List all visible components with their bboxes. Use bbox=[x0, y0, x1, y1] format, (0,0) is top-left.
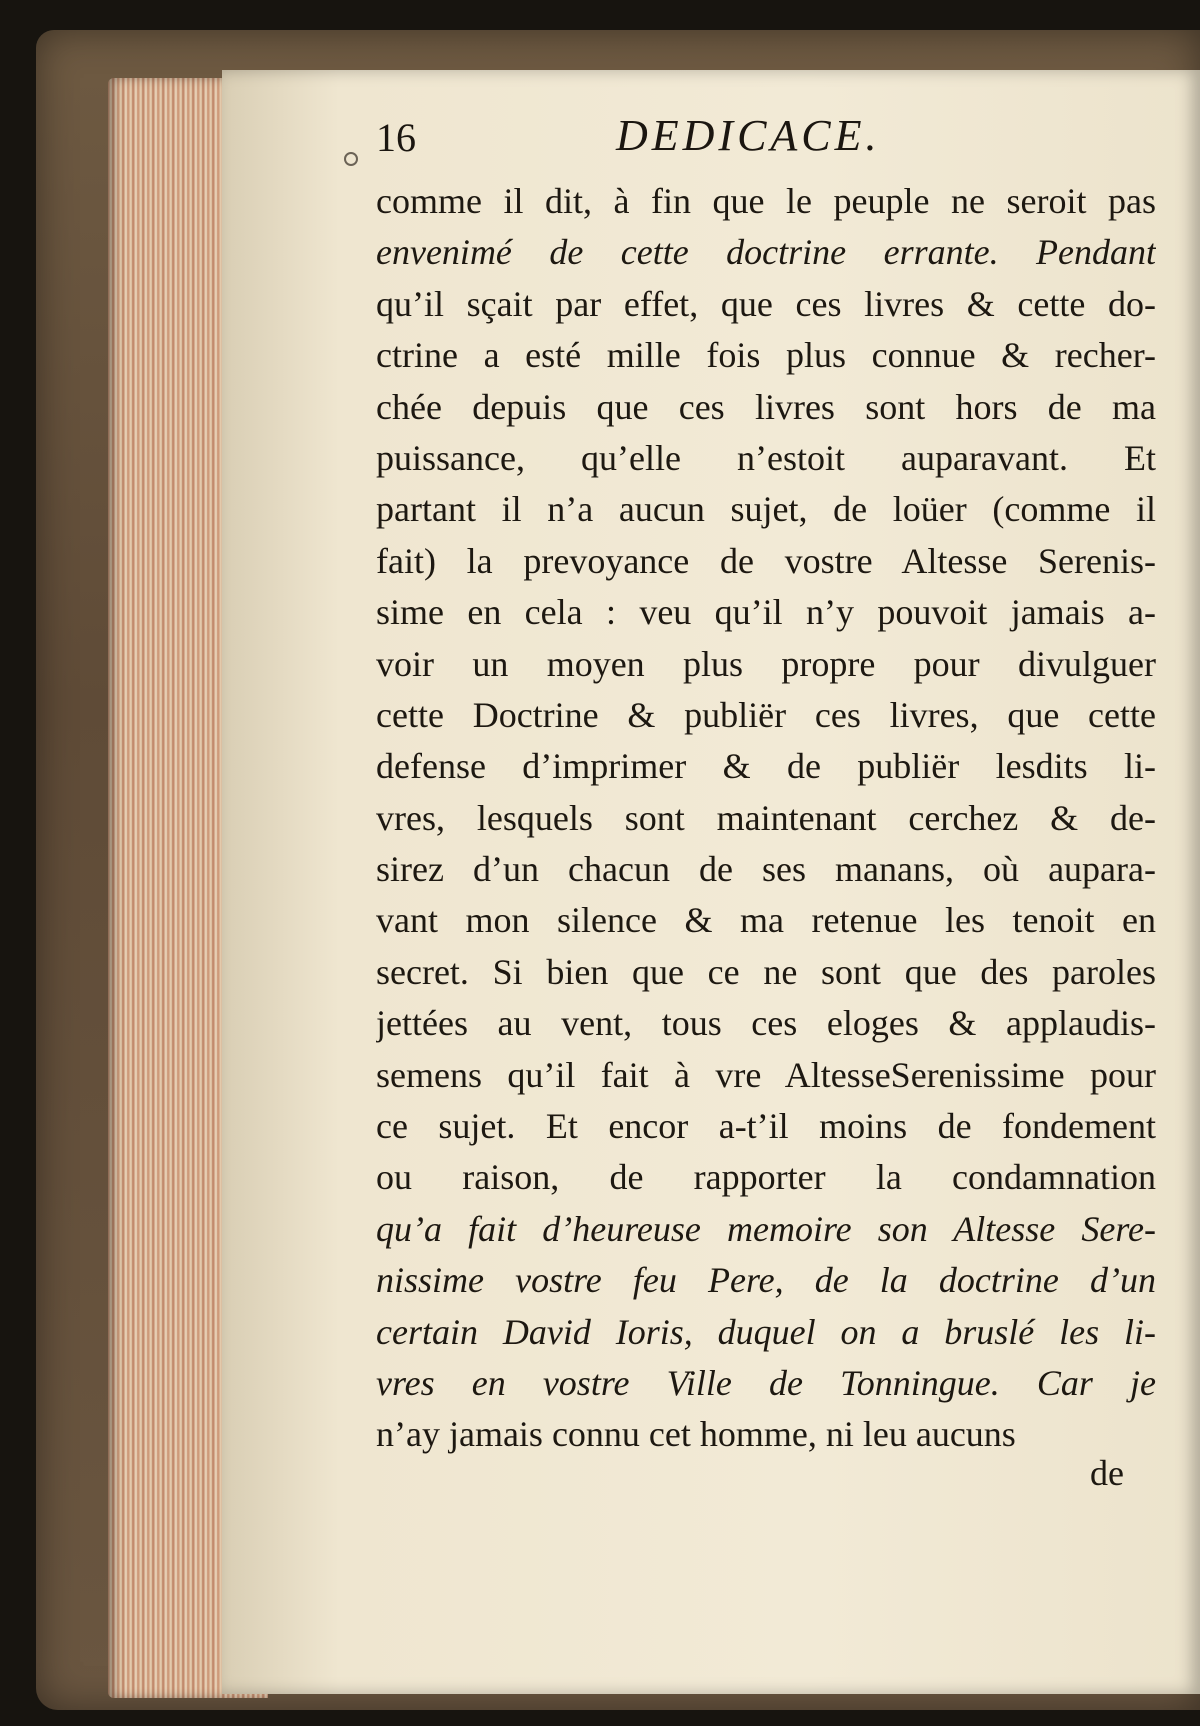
text-line: defense d’imprimer & de publiër lesdits li- bbox=[376, 746, 1156, 787]
text-line: cette Doctrine & publiër ces livres, que cette bbox=[376, 694, 1156, 735]
page-header bbox=[376, 106, 1136, 166]
text-line: vant mon silence & ma retenue les tenoit en bbox=[376, 900, 1156, 941]
text-line: certain David Ioris, duquel on a bruslé les li- bbox=[376, 1311, 1156, 1352]
text-line: vres, lesquels sont maintenant cerchez & de- bbox=[376, 797, 1156, 838]
ink-mark bbox=[344, 152, 358, 166]
catchword: de bbox=[1090, 1453, 1124, 1493]
text-line: comme il dit, à fin que le peuple ne seroit pas bbox=[376, 181, 1156, 221]
text-line: nissime vostre feu Pere, de la doctrine d’un bbox=[376, 1260, 1156, 1301]
text-line: puissance, qu’elle n’estoit auparavant. Et bbox=[376, 437, 1156, 478]
text-line: vres en vostre Ville de Tonningue. Car je bbox=[376, 1362, 1156, 1403]
text-line: qu’a fait d’heureuse memoire son Altesse Sere- bbox=[376, 1208, 1156, 1249]
text-line: ou raison, de rapporter la condamnation bbox=[376, 1157, 1156, 1198]
text-line: secret. Si bien que ce ne sont que des paroles bbox=[376, 951, 1156, 992]
text-line: ctrine a esté mille fois plus connue & recher- bbox=[376, 335, 1156, 376]
body-text bbox=[376, 176, 1156, 1461]
text-line: chée depuis que ces livres sont hors de ma bbox=[376, 386, 1156, 427]
page-number: 16 bbox=[376, 115, 416, 160]
text-line: qu’il sçait par effet, que ces livres & cette do- bbox=[376, 283, 1156, 324]
running-head: DEDICACE. bbox=[616, 111, 881, 160]
text-line: semens qu’il fait à vre AltesseSerenissime pour bbox=[376, 1054, 1156, 1095]
text-line: sime en cela : veu qu’il n’y pouvoit jamais a- bbox=[376, 592, 1156, 633]
text-line: envenimé de cette doctrine errante. Pendant bbox=[376, 232, 1156, 273]
text-line: voir un moyen plus propre pour divulguer bbox=[376, 643, 1156, 684]
text-line: sirez d’un chacun de ses manans, où aupara- bbox=[376, 849, 1156, 890]
text-line: partant il n’a aucun sujet, de loüer (comme il bbox=[376, 489, 1156, 530]
text-line: ce sujet. Et encor a-t’il moins de fondement bbox=[376, 1106, 1156, 1147]
text-line: jettées au vent, tous ces eloges & applaudis- bbox=[376, 1003, 1156, 1044]
text-line: fait) la prevoyance de vostre Altesse Serenis- bbox=[376, 540, 1156, 581]
text-line: n’ay jamais connu cet homme, ni leu aucuns bbox=[376, 1414, 1016, 1455]
